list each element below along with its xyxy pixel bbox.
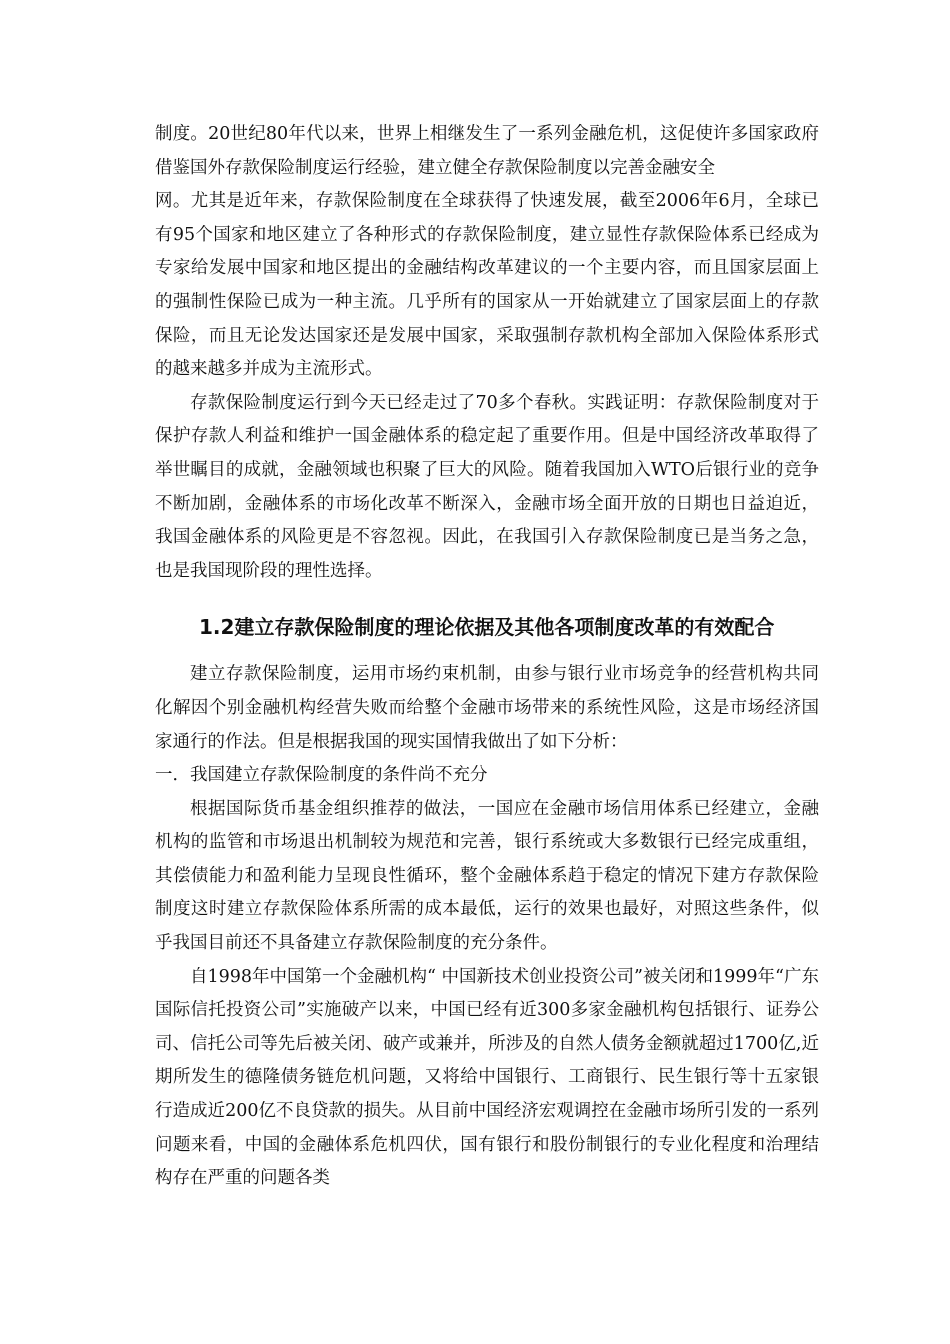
subsection-title: 一．我国建立存款保险制度的条件尚不充分 <box>155 765 488 786</box>
paragraph-1: 制度。20世纪80年代以来，世界上相继发生了一系列金融危机，这促使许多国家政府借鉴国外存款保险制度运行经验，建立健全存款保险制度以完善金融安全 <box>155 124 819 178</box>
paragraph-4: 建立存款保险制度，运用市场约束机制，由参与银行业市场竞争的经营机构共同化解因个别金融机构经营失败而给整个金融市场带来的系统性风险，这是市场经济国家通行的作法。但是根据我国的现实国情我做出了如下分析： <box>155 664 819 752</box>
section-heading: 1.2建立存款保险制度的理论依据及其他各项制度改革的有效配合 <box>199 615 775 640</box>
document-page <box>155 118 819 1196</box>
paragraph-2: 网。尤其是近年来，存款保险制度在全球获得了快速发展，截至2006年6月，全球已有95个国家和地区建立了各种形式的存款保险制度，建立显性存款保险体系已经成为专家给发展中国家和地区提出的金融结构改革建议的一个主要内容，而且国家层面上的强制性保险已成为一种主流。几乎所有的国家从一开始就建立了国家层面上的存款保险，而且无论发达国家还是发展中国家，采取强制存款机构全部加入保险体系形式的越来越多并成为主流形式。 <box>155 191 819 380</box>
paragraph-6: 自1998年中国第一个金融机构“ 中国新技术创业投资公司”被关闭和1999年“广东国际信托投资公司”实施破产以来，中国已经有近300多家金融机构包括银行、证券公司、信托公司等先后被关闭、破产或兼并，所涉及的自然人债务金额就超过1700亿,近期所发生的德隆债务链危机问题，又将给中国银行、工商银行、民生银行等十五家银行造成近200亿不良贷款的损失。从目前中国经济宏观调控在金融市场所引发的一系列问题来看，中国的金融体系危机四伏，国有银行和股份制银行的专业化程度和治理结构存在严重的问题各类 <box>155 966 819 1189</box>
paragraph-3: 存款保险制度运行到今天已经走过了70多个春秋。实践证明：存款保险制度对于保护存款人利益和维护一国金融体系的稳定起了重要作用。但是中国经济改革取得了举世瞩目的成就，金融领域也积聚了巨大的风险。随着我国加入WTO后银行业的竞争不断加剧，金融体系的市场化改革不断深入，金融市场全面开放的日期也日益迫近，我国金融体系的风险更是不容忽视。因此，在我国引入存款保险制度已是当务之急，也是我国现阶段的理性选择。 <box>155 392 819 581</box>
paragraph-5: 根据国际货币基金组织推荐的做法，一国应在金融市场信用体系已经建立，金融机构的监管和市场退出机制较为规范和完善，银行系统或大多数银行已经完成重组，其偿债能力和盈利能力呈现良性循环，整个金融体系趋于稳定的情况下建方存款保险制度这时建立存款保险体系所需的成本最低，运行的效果也最好，对照这些条件，似乎我国目前还不具备建立存款保险制度的充分条件。 <box>155 798 819 954</box>
